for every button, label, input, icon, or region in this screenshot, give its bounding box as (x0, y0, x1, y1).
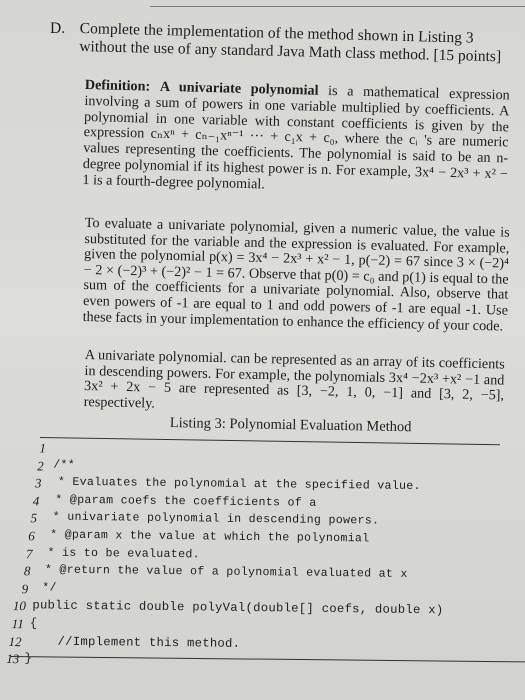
code-line-number: 9 (21, 581, 29, 597)
code-line-text: * @param x the value at which the polynomial (42, 528, 370, 546)
definition-term: A univariate polynomial (159, 78, 319, 99)
evaluation-paragraph: To evaluate a univariate polynomial, given a numeric value, the value is substituted for the variable and the expression is evaluated. For example, given the polynomial p(x) = 3x⁴ − 2x³ + x² − 1, p(−2) = 67 since 3 × (−2)⁴ − 2 × (−2)³ + (−2)² − 1 = 67. Observe that p(0) = c₀ and p(1) is equal to the sum of the coefficients for a univariate polynomial. Also, observe that even powers of -1 are equal to 1 and odd powers of -1 are equal -1. Use these facts in your implementation to enhance the efficiency of your code. (82, 215, 510, 335)
code-line-number: 13 (6, 651, 20, 667)
listing-title: Listing 3: Polynomial Evaluation Method (169, 415, 412, 436)
definition-text: is a mathematical expression involving a sum of powers in one variable multiplied by coefficients. A polynomial in one variable with constant coefficients is given by the expression cₙxⁿ + cₙ₋₁xⁿ⁻¹ ··· + c₁x + c₀, where the cᵢ 's are numeric values representing the coefficients. The polynomial is said to be an n-degree polynomial if its highest power is n. For example, 3x⁴ − 2x³ + x² − 1 is a fourth-degree polynomial. (82, 82, 510, 193)
code-line-number: 1 (39, 440, 46, 456)
code-line-text: /** (53, 458, 76, 472)
code-line-number: 3 (34, 475, 42, 491)
code-line-number: 4 (32, 493, 40, 509)
code-line-number: 5 (30, 510, 38, 526)
representation-paragraph: A univariate polynomial. can be represented as an array of its coefficients in descending powers. For example, the polynomials 3x⁴ −2x³ +x² −1 and 3x² + 2x − 5 are represented as [3, −2, 1, 0, −1] and [3, 2, −5], respectively. (83, 347, 505, 412)
code-line-text: * @return the value of a polynomial evaluated at x (37, 563, 408, 582)
code-line-text: */ (34, 581, 57, 595)
top-rule (150, 6, 525, 7)
definition-label: Definition: (84, 77, 151, 95)
code-line-number: 2 (37, 457, 44, 474)
code-line-text: * univariate polynomial in descending powers. (45, 510, 380, 528)
code-line-number: 7 (26, 545, 33, 561)
code-line-number: 10 (12, 598, 27, 614)
code-line-text: { (29, 616, 38, 631)
code-line-text: //Implement this method. (27, 633, 241, 651)
code-line-number: 6 (28, 528, 35, 544)
definition-block (82, 78, 510, 199)
question-text: Complete the implementation of the method shown in Listing 3 without the use of any standard Java Math class method. [15 points] (79, 20, 502, 66)
code-line-text: * @param coefs the coefficients of a (47, 493, 317, 510)
code-line-text: } (24, 651, 33, 666)
code-line-text: * Evaluates the polynomial at the specified value. (50, 475, 421, 494)
code-line-text: public static double polyVal(double[] coefs, double x) (32, 598, 444, 618)
question-letter: D. (50, 20, 66, 37)
code-line-text: * is to be evaluated. (40, 546, 200, 561)
code-line-number: 11 (11, 616, 24, 632)
code-line-number: 8 (23, 563, 31, 579)
code-line-number: 12 (8, 633, 22, 649)
